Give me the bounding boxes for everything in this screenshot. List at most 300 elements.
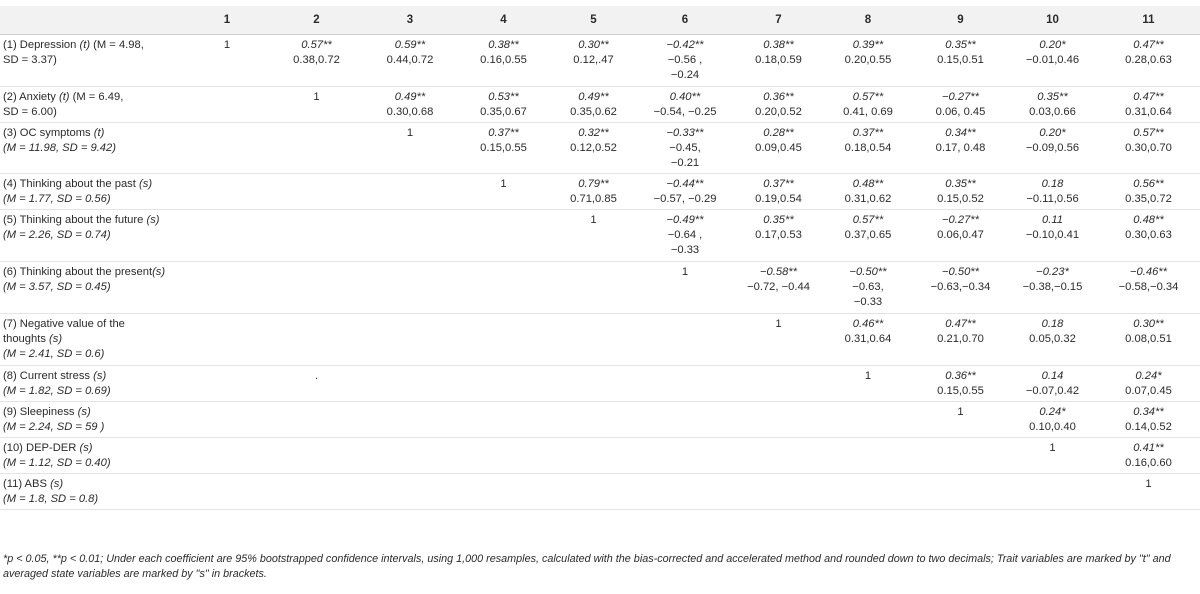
- correlation-cell: [185, 314, 269, 366]
- correlation-cell: [551, 314, 636, 366]
- coefficient: −0.42**: [666, 39, 704, 51]
- coefficient: 0.37**: [852, 127, 884, 139]
- coefficient: 0.35**: [763, 214, 794, 226]
- coefficient: 0.37**: [488, 127, 519, 139]
- coefficient: −0.49**: [666, 214, 704, 226]
- confidence-interval-cont: −0.21: [670, 157, 700, 169]
- confidence-interval: 0.19,0.54: [755, 193, 802, 205]
- correlation-cell: [1008, 402, 1097, 438]
- correlation-cell: [364, 438, 456, 474]
- coefficient: −0.44**: [666, 178, 704, 190]
- confidence-interval: −0.07,0.42: [1025, 385, 1080, 397]
- variable-stats: (M = 1.8, SD = 0.8): [3, 493, 99, 505]
- correlation-cell: [269, 438, 364, 474]
- confidence-interval: 0.15,0.55: [480, 142, 527, 154]
- variable-name-cont: thoughts: [3, 333, 50, 345]
- correlation-cell: [551, 438, 636, 474]
- correlation-cell: [636, 438, 734, 474]
- correlation-cell: [456, 262, 551, 314]
- variable-stats: SD = 6.00): [3, 106, 57, 118]
- correlation-cell: [364, 174, 456, 210]
- correlation-cell: [551, 402, 636, 438]
- row-label: [0, 174, 185, 210]
- correlation-cell: [1097, 438, 1200, 474]
- correlation-cell: [636, 35, 734, 87]
- confidence-interval: 0.38,0.72: [293, 54, 340, 66]
- confidence-interval: 0.28,0.63: [1125, 54, 1172, 66]
- coefficient: 1: [1049, 442, 1056, 454]
- coefficient: 0.20*: [1039, 127, 1066, 139]
- coefficient: 0.39**: [852, 39, 884, 51]
- coefficient: −0.46**: [1129, 266, 1167, 278]
- row-label: [0, 87, 185, 123]
- variable-stats: (M = 2.24, SD = 59 ): [3, 421, 105, 433]
- coefficient: 0.14: [1041, 370, 1064, 382]
- confidence-interval: 0.31,0.64: [1125, 106, 1172, 118]
- correlation-cell: [734, 402, 823, 438]
- correlation-cell: [1008, 35, 1097, 87]
- correlation-cell: [185, 474, 269, 510]
- column-header-6: 6: [636, 5, 734, 35]
- coefficient: 1: [313, 91, 320, 103]
- confidence-interval: 0.08,0.51: [1125, 333, 1172, 345]
- correlation-cell: [269, 262, 364, 314]
- correlation-cell: [823, 210, 913, 262]
- confidence-interval: 0.20,0.52: [755, 106, 802, 118]
- confidence-interval: 0.15,0.55: [937, 385, 984, 397]
- correlation-cell: [185, 123, 269, 174]
- correlation-cell: [551, 174, 636, 210]
- correlation-cell: [551, 210, 636, 262]
- correlation-cell: [456, 366, 551, 402]
- correlation-cell: [913, 174, 1008, 210]
- coefficient: 0.57**: [1133, 127, 1164, 139]
- table-row: [0, 438, 1200, 474]
- column-header-4: 4: [456, 5, 551, 35]
- correlation-cell: [913, 35, 1008, 87]
- coefficient: 0.41**: [1133, 442, 1164, 454]
- confidence-interval: 0.20,0.55: [844, 54, 892, 66]
- confidence-interval: −0.54, −0.25: [653, 106, 717, 118]
- variable-stats: (M = 1.12, SD = 0.40): [3, 457, 111, 469]
- correlation-cell: [913, 87, 1008, 123]
- correlation-cell: [636, 314, 734, 366]
- confidence-interval: 0.71,0.85: [570, 193, 617, 205]
- variable-name: (7) Negative value of the: [3, 318, 125, 330]
- correlation-cell: [269, 174, 364, 210]
- confidence-interval: 0.05,0.32: [1029, 333, 1076, 345]
- column-header-3: 3: [364, 5, 456, 35]
- confidence-interval: 0.35,0.62: [570, 106, 617, 118]
- variable-stats-inline: (M = 4.98,: [93, 39, 144, 51]
- variable-type: (s): [79, 442, 93, 454]
- variable-name: (4) Thinking about the past: [3, 178, 139, 190]
- confidence-interval: −0.63,−0.34: [930, 281, 991, 293]
- correlation-cell: [636, 123, 734, 174]
- variable-type: (s): [146, 214, 160, 226]
- coefficient: 0.40**: [669, 91, 701, 103]
- row-label: [0, 474, 185, 510]
- correlation-cell: [269, 210, 364, 262]
- table-row: [0, 87, 1200, 123]
- table-footnote: *p < 0.05, **p < 0.01; Under each coefficient are 95% bootstrapped confidence intervals, using 1,000 resamples, calculated with the bias-corrected and accelerated method and rounded down to two decimals; Trait variables are marked by "t" and averaged state variables are marked by "s" in brackets.: [3, 553, 1171, 580]
- coefficient: 0.49**: [578, 91, 609, 103]
- correlation-cell: [364, 262, 456, 314]
- confidence-interval: 0.35,0.67: [480, 106, 527, 118]
- variable-name: (9) Sleepiness: [3, 406, 78, 418]
- column-header-2: 2: [269, 5, 364, 35]
- variable-stats: SD = 3.37): [3, 54, 57, 66]
- correlation-cell: [456, 314, 551, 366]
- confidence-interval: −0.01,0.46: [1025, 54, 1080, 66]
- correlation-cell: [823, 474, 913, 510]
- correlation-cell: [636, 87, 734, 123]
- confidence-interval: −0.38,−0.15: [1022, 281, 1083, 293]
- correlation-cell: [1008, 314, 1097, 366]
- coefficient: 0.35**: [945, 178, 976, 190]
- coefficient: 0.30**: [578, 39, 609, 51]
- confidence-interval: −0.57, −0.29: [653, 193, 717, 205]
- coefficient: 1: [775, 318, 782, 330]
- variable-name: (2) Anxiety: [3, 91, 59, 103]
- correlation-cell: [185, 402, 269, 438]
- confidence-interval: 0.17, 0.48: [935, 142, 986, 154]
- coefficient: 0.56**: [1133, 178, 1164, 190]
- correlation-cell: [364, 402, 456, 438]
- correlation-cell: [269, 474, 364, 510]
- correlation-cell: [1097, 366, 1200, 402]
- correlation-cell: [734, 474, 823, 510]
- correlation-cell: [364, 474, 456, 510]
- variable-type: (s): [139, 178, 153, 190]
- confidence-interval: 0.31,0.64: [844, 333, 892, 345]
- variable-name: (1) Depression: [3, 39, 80, 51]
- coefficient: 0.34**: [945, 127, 976, 139]
- correlation-cell: [185, 366, 269, 402]
- confidence-interval: −0.11,0.56: [1026, 193, 1079, 205]
- coefficient: 0.48**: [852, 178, 884, 190]
- correlation-cell: [636, 174, 734, 210]
- correlation-cell: [823, 438, 913, 474]
- variable-name: (8) Current stress: [3, 370, 94, 382]
- coefficient: 1: [223, 39, 231, 51]
- correlation-table: [0, 4, 1200, 510]
- correlation-cell: [185, 174, 269, 210]
- correlation-cell: [913, 123, 1008, 174]
- coefficient: 0.18: [1041, 318, 1064, 330]
- correlation-cell: [1097, 35, 1200, 87]
- confidence-interval: 0.09,0.45: [755, 142, 802, 154]
- coefficient: 0.79**: [578, 178, 609, 190]
- correlation-cell: [551, 35, 636, 87]
- coefficient: .: [314, 370, 319, 382]
- confidence-interval: −0.58,−0.34: [1118, 281, 1179, 293]
- table-header-row: [0, 5, 1200, 35]
- confidence-interval: 0.18,0.54: [844, 142, 892, 154]
- confidence-interval: 0.35,0.72: [1125, 193, 1172, 205]
- confidence-interval: 0.10,0.40: [1029, 421, 1076, 433]
- coefficient: −0.23*: [1036, 266, 1069, 278]
- correlation-cell: [913, 474, 1008, 510]
- coefficient: −0.33**: [666, 127, 704, 139]
- correlation-cell: [823, 87, 913, 123]
- coefficient: 1: [681, 266, 689, 278]
- confidence-interval: 0.44,0.72: [386, 54, 434, 66]
- row-label: [0, 438, 185, 474]
- variable-stats: (M = 1.77, SD = 0.56): [3, 193, 111, 205]
- coefficient: −0.27**: [941, 91, 979, 103]
- correlation-cell: [551, 123, 636, 174]
- correlation-cell: [734, 314, 823, 366]
- correlation-cell: [364, 35, 456, 87]
- coefficient: 0.47**: [1133, 91, 1164, 103]
- table-row: [0, 262, 1200, 314]
- correlation-cell: [734, 174, 823, 210]
- confidence-interval: 0.06,0.47: [937, 229, 984, 241]
- variable-stats: (M = 3.57, SD = 0.45): [3, 281, 111, 293]
- correlation-cell: [734, 438, 823, 474]
- coefficient: −0.58**: [759, 266, 797, 278]
- table-row: [0, 366, 1200, 402]
- confidence-interval: 0.21,0.70: [937, 333, 984, 345]
- correlation-cell: [913, 262, 1008, 314]
- variable-type: (t): [58, 91, 70, 103]
- correlation-cell: [1097, 402, 1200, 438]
- correlation-cell: [1097, 123, 1200, 174]
- correlation-cell: [269, 35, 364, 87]
- confidence-interval: −0.45,: [669, 142, 701, 154]
- correlation-cell: [185, 210, 269, 262]
- coefficient: 0.47**: [1133, 39, 1164, 51]
- confidence-interval: 0.12,.47: [573, 54, 614, 66]
- correlation-cell: [1097, 87, 1200, 123]
- table-row: [0, 314, 1200, 366]
- coefficient: 0.20*: [1039, 39, 1066, 51]
- correlation-cell: [1097, 262, 1200, 314]
- coefficient: −0.50**: [849, 266, 887, 278]
- coefficient: 0.35**: [945, 39, 976, 51]
- confidence-interval-cont: −0.24: [670, 69, 700, 81]
- correlation-cell: [1008, 87, 1097, 123]
- correlation-cell: [823, 366, 913, 402]
- correlation-cell: [1008, 262, 1097, 314]
- coefficient: 0.49**: [394, 91, 426, 103]
- coefficient: 1: [864, 370, 872, 382]
- column-header-7: 7: [734, 5, 823, 35]
- coefficient: 0.30**: [1133, 318, 1164, 330]
- column-header-5: 5: [551, 5, 636, 35]
- correlation-cell: [734, 262, 823, 314]
- coefficient: −0.27**: [941, 214, 979, 226]
- correlation-cell: [1008, 474, 1097, 510]
- table-row: [0, 210, 1200, 262]
- header-blank: [0, 5, 185, 35]
- row-label: [0, 366, 185, 402]
- column-header-8: 8: [823, 5, 913, 35]
- coefficient: 0.37**: [763, 178, 794, 190]
- confidence-interval: 0.41, 0.69: [843, 106, 893, 118]
- correlation-cell: [551, 87, 636, 123]
- confidence-interval: 0.30,0.70: [1125, 142, 1172, 154]
- confidence-interval: 0.06, 0.45: [935, 106, 986, 118]
- coefficient: 0.18: [1041, 178, 1064, 190]
- correlation-cell: [734, 35, 823, 87]
- coefficient: 0.47**: [945, 318, 976, 330]
- correlation-cell: [185, 438, 269, 474]
- correlation-cell: [551, 474, 636, 510]
- variable-name: (3) OC symptoms: [3, 127, 94, 139]
- coefficient: −0.50**: [941, 266, 979, 278]
- row-label: [0, 123, 185, 174]
- coefficient: 0.11: [1042, 214, 1063, 226]
- confidence-interval: 0.30,0.63: [1125, 229, 1172, 241]
- correlation-cell: [456, 402, 551, 438]
- correlation-cell: [269, 314, 364, 366]
- correlation-cell: [636, 366, 734, 402]
- variable-stats: (M = 11.98, SD = 9.42): [3, 142, 116, 154]
- correlation-cell: [823, 35, 913, 87]
- variable-type: (s): [77, 406, 91, 418]
- variable-stats-inline: (M = 6.49,: [72, 91, 124, 103]
- confidence-interval: −0.64 ,: [667, 229, 703, 241]
- correlation-cell: [823, 402, 913, 438]
- confidence-interval: 0.15,0.52: [937, 193, 984, 205]
- confidence-interval: 0.31,0.62: [844, 193, 892, 205]
- correlation-cell: [364, 366, 456, 402]
- correlation-cell: [364, 87, 456, 123]
- correlation-cell: [636, 402, 734, 438]
- correlation-cell: [456, 35, 551, 87]
- variable-type: (t): [79, 39, 91, 51]
- variable-stats: (M = 1.82, SD = 0.69): [3, 385, 111, 397]
- correlation-cell: [456, 210, 551, 262]
- coefficient: 1: [500, 178, 507, 190]
- correlation-cell: [551, 262, 636, 314]
- confidence-interval: −0.56 ,: [667, 54, 703, 66]
- row-label: [0, 210, 185, 262]
- coefficient: 0.34**: [1133, 406, 1164, 418]
- correlation-cell: [636, 262, 734, 314]
- variable-type: (s): [93, 370, 107, 382]
- confidence-interval: 0.16,0.60: [1125, 457, 1172, 469]
- confidence-interval: 0.07,0.45: [1125, 385, 1172, 397]
- confidence-interval: 0.30,0.68: [386, 106, 434, 118]
- correlation-cell: [551, 366, 636, 402]
- coefficient: 0.57**: [301, 39, 332, 51]
- coefficient: 0.28**: [763, 127, 794, 139]
- correlation-cell: [1008, 438, 1097, 474]
- correlation-cell: [823, 314, 913, 366]
- confidence-interval: −0.72, −0.44: [747, 281, 810, 293]
- row-label: [0, 35, 185, 87]
- coefficient: 1: [590, 214, 597, 226]
- correlation-cell: [913, 314, 1008, 366]
- coefficient: 0.24*: [1135, 370, 1162, 382]
- coefficient: 0.35**: [1037, 91, 1068, 103]
- variable-name: (10) DEP-DER: [3, 442, 80, 454]
- coefficient: 1: [1145, 478, 1152, 490]
- confidence-interval-cont: −0.33: [853, 296, 883, 308]
- correlation-cell: [1097, 174, 1200, 210]
- correlation-cell: [364, 210, 456, 262]
- coefficient: 0.57**: [852, 91, 884, 103]
- coefficient: 0.48**: [1133, 214, 1164, 226]
- correlation-cell: [185, 87, 269, 123]
- row-label: [0, 314, 185, 366]
- correlation-cell: [1097, 474, 1200, 510]
- correlation-cell: [734, 87, 823, 123]
- variable-stats: (M = 2.41, SD = 0.6): [3, 348, 105, 360]
- correlation-cell: [269, 366, 364, 402]
- correlation-cell: [913, 366, 1008, 402]
- coefficient: 0.46**: [852, 318, 884, 330]
- confidence-interval: −0.09,0.56: [1025, 142, 1080, 154]
- correlation-cell: [734, 210, 823, 262]
- correlation-cell: [456, 123, 551, 174]
- correlation-cell: [185, 35, 269, 87]
- variable-type: (s): [50, 478, 64, 490]
- correlation-cell: [456, 174, 551, 210]
- correlation-cell: [734, 366, 823, 402]
- table-row: [0, 35, 1200, 87]
- correlation-cell: [269, 123, 364, 174]
- coefficient: 1: [406, 127, 414, 139]
- correlation-cell: [1008, 366, 1097, 402]
- correlation-cell: [456, 87, 551, 123]
- variable-type: (s): [49, 333, 63, 345]
- variable-name: (5) Thinking about the future: [3, 214, 147, 226]
- correlation-cell: [823, 174, 913, 210]
- coefficient: 0.38**: [488, 39, 519, 51]
- variable-type: (s): [152, 266, 166, 278]
- coefficient: 0.53**: [488, 91, 519, 103]
- confidence-interval: 0.37,0.65: [844, 229, 892, 241]
- correlation-cell: [1097, 314, 1200, 366]
- table-row: [0, 174, 1200, 210]
- coefficient: 1: [957, 406, 964, 418]
- coefficient: 0.57**: [852, 214, 884, 226]
- correlation-cell: [1008, 123, 1097, 174]
- coefficient: 0.36**: [763, 91, 794, 103]
- correlation-cell: [913, 402, 1008, 438]
- column-header-1: 1: [185, 5, 269, 35]
- confidence-interval-cont: −0.33: [670, 244, 700, 256]
- confidence-interval: 0.12,0.52: [570, 142, 617, 154]
- correlation-cell: [823, 262, 913, 314]
- correlation-cell: [185, 262, 269, 314]
- confidence-interval: −0.10,0.41: [1025, 229, 1080, 241]
- confidence-interval: 0.15,0.51: [937, 54, 984, 66]
- coefficient: 0.24*: [1039, 406, 1066, 418]
- correlation-cell: [734, 123, 823, 174]
- correlation-cell: [269, 402, 364, 438]
- table-row: [0, 123, 1200, 174]
- coefficient: 0.38**: [763, 39, 794, 51]
- correlation-cell: [823, 123, 913, 174]
- correlation-cell: [269, 87, 364, 123]
- confidence-interval: 0.18,0.59: [755, 54, 802, 66]
- coefficient: 0.32**: [578, 127, 609, 139]
- column-header-9: 9: [913, 5, 1008, 35]
- correlation-cell: [1097, 210, 1200, 262]
- correlation-cell: [456, 474, 551, 510]
- correlation-cell: [636, 210, 734, 262]
- variable-name: (6) Thinking about the present: [3, 266, 153, 278]
- correlation-cell: [913, 438, 1008, 474]
- coefficient: 0.59**: [394, 39, 426, 51]
- correlation-cell: [1008, 174, 1097, 210]
- correlation-cell: [364, 123, 456, 174]
